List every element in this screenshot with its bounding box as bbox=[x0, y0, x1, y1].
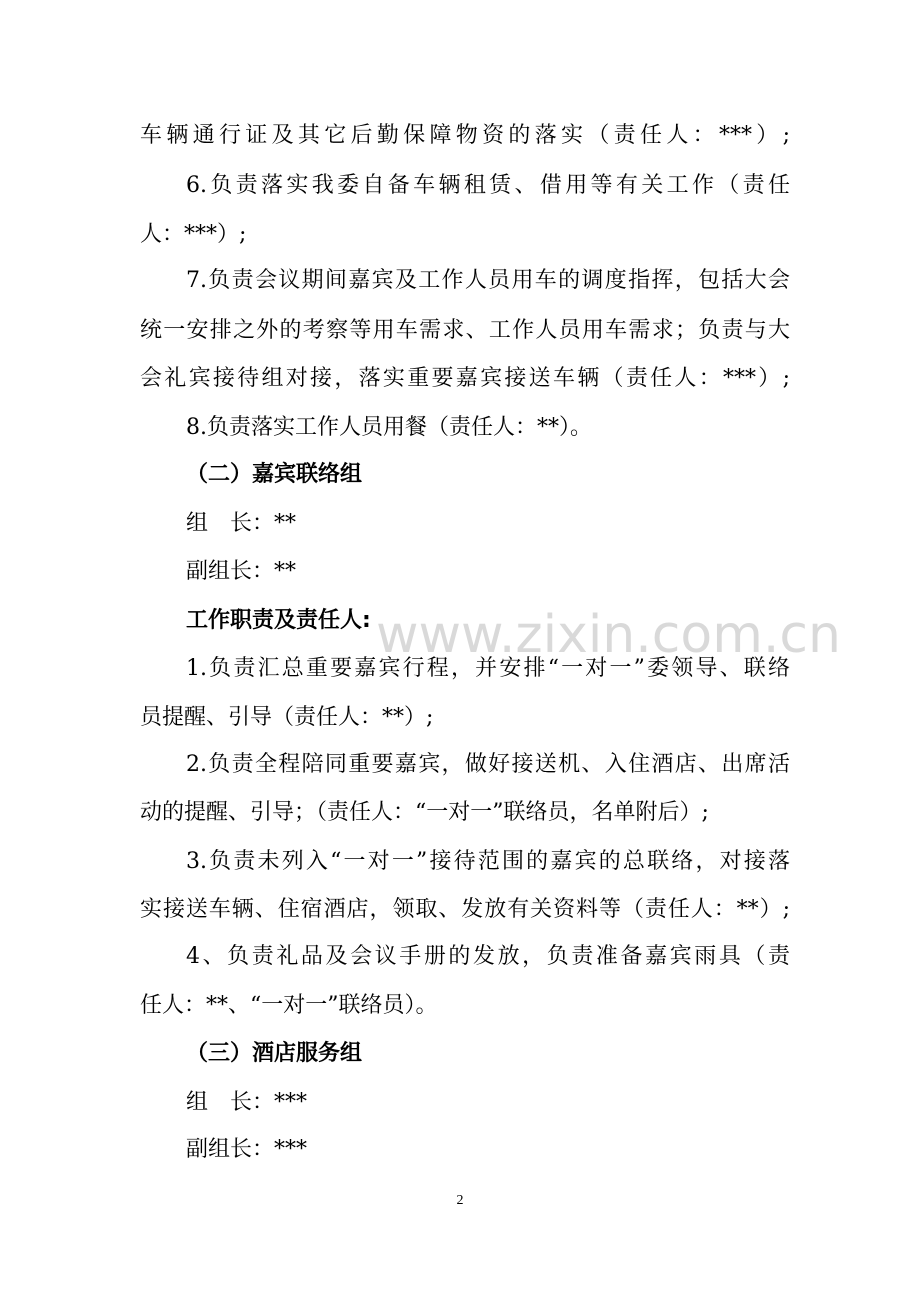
paragraph-line: 动的提醒、引导；（责任人：“一对一”联络员，名单附后）; bbox=[140, 800, 709, 825]
group-leader-line: 组 长：*** bbox=[186, 1090, 308, 1115]
paragraph-line: 1.负责汇总重要嘉宾行程，并安排“一对一”委领导、联络 bbox=[186, 656, 790, 681]
paragraph-line: 车辆通行证及其它后勤保障物资的落实（责任人：***）; bbox=[140, 123, 790, 148]
paragraph-line: 8.负责落实工作人员用餐（责任人：**）。 bbox=[186, 415, 592, 440]
paragraph-line: 3.负责未列入“一对一”接待范围的嘉宾的总联络，对接落 bbox=[186, 849, 790, 874]
watermark: www.zixin.com.cn bbox=[376, 605, 841, 665]
group-leader-line: 组 长：** bbox=[186, 511, 297, 536]
page-number: 2 bbox=[456, 1193, 464, 1208]
paragraph-line: 人：***）; bbox=[140, 222, 247, 247]
paragraph-line: 会礼宾接待组对接，落实重要嘉宾接送车辆（责任人：***）; bbox=[140, 366, 790, 391]
paragraph-line: 2.负责全程陪同重要嘉宾，做好接送机、入住酒店、出席活 bbox=[186, 752, 790, 777]
section-heading: （二）嘉宾联络组 bbox=[186, 462, 363, 487]
deputy-leader-line: 副组长：*** bbox=[186, 1137, 308, 1162]
duties-heading: 工作职责及责任人: bbox=[186, 608, 371, 633]
paragraph-line: 6.负责落实我委自备车辆租赁、借用等有关工作（责任 bbox=[186, 173, 790, 198]
section-heading: （三）酒店服务组 bbox=[186, 1041, 363, 1066]
paragraph-line: 4、负责礼品及会议手册的发放，负责准备嘉宾雨具（责 bbox=[186, 944, 790, 969]
deputy-leader-line: 副组长：** bbox=[186, 559, 297, 584]
paragraph-line: 任人：**、“一对一”联络员）。 bbox=[140, 993, 438, 1018]
paragraph-line: 统一安排之外的考察等用车需求、工作人员用车需求；负责与大 bbox=[140, 318, 790, 343]
paragraph-line: 7.负责会议期间嘉宾及工作人员用车的调度指挥，包括大会 bbox=[186, 268, 790, 293]
paragraph-line: 实接送车辆、住宿酒店，领取、发放有关资料等（责任人：**）; bbox=[140, 897, 790, 922]
paragraph-line: 员提醒、引导（责任人：**）; bbox=[140, 705, 434, 730]
